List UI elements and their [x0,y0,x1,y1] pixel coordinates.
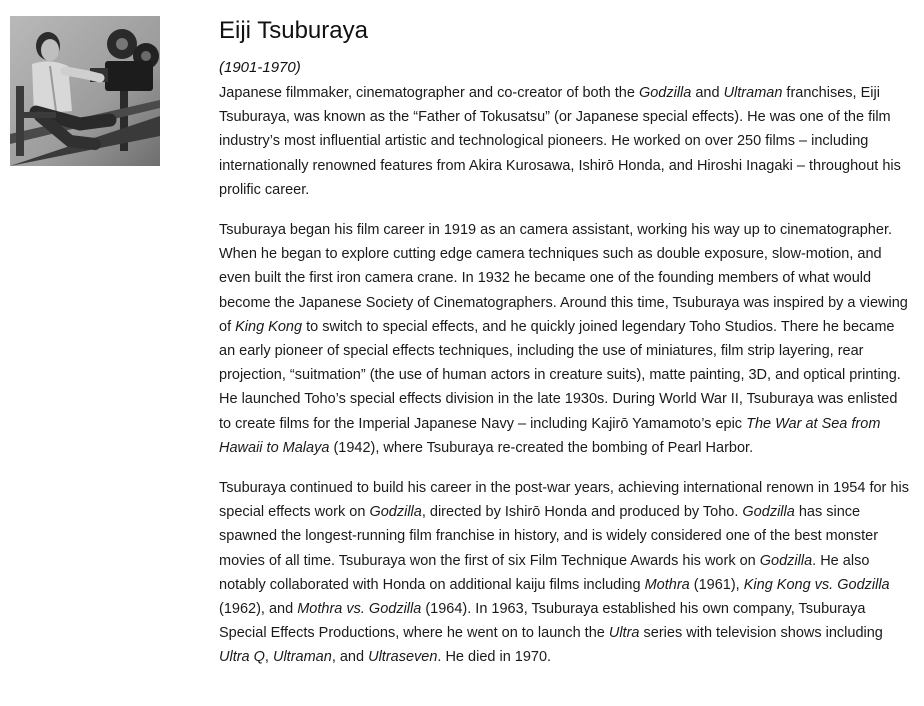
italic-title: The War at Sea from Hawaii to Malaya [219,415,881,456]
italic-title: Mothra vs. Godzilla [297,601,422,618]
text-run: (1962), and [219,601,298,618]
italic-title: King Kong vs. Godzilla [743,576,890,593]
italic-title: King Kong [235,318,303,335]
italic-title: Ultra Q [219,649,265,666]
italic-title: Ultraseven [368,649,438,666]
text-run: series with television shows including [639,625,883,642]
text-run: Tsuburaya continued to build his career in the post-war years, achieving international renown in 1954 for his special effects work on [219,480,909,521]
text-run: (1942), where Tsuburaya re-created the bombing of Pearl Harbor. [329,439,754,456]
text-run: , directed by Ishirō Honda and produced by Toho. [421,504,743,521]
italic-title: Godzilla [759,552,813,569]
italic-title: Godzilla [638,85,692,101]
italic-title: Mothra [644,576,690,593]
text-run: Japanese filmmaker, cinematographer and co-creator of both the [219,85,639,101]
text-run: (1964). In 1963, Tsuburaya established his own company, Tsuburaya Special Effects Productions, where he went on to launch the [219,601,866,642]
bio-paragraph-3 [219,476,913,670]
text-run: has since spawned the longest-running film franchise in history, and is widely considered one of the best monster movies of all time. Tsuburaya won the first of six Film Technique Awards his work on [219,504,879,569]
bio-paragraph-2 [219,218,913,460]
portrait-photo-icon [10,16,160,166]
bio-paragraph-1 [219,81,913,202]
italic-title: Ultra [608,625,640,642]
person-name: Eiji Tsuburaya [219,17,368,44]
italic-title: Ultraman [272,649,332,666]
portrait-photo [10,16,160,166]
text-run: . He also notably collaborated with Honda on additional kaiju films including [219,552,870,593]
text-run: Tsuburaya began his film career in 1919 as an camera assistant, working his way up to cinematographer. When he began to explore cutting edge camera techniques such as double exposure, slow-motion, and even built the first iron camera crane. In 1932 he became one of the founding members of what would become the Japanese Society of Cinematographers. Around this time, Tsuburaya was inspired by a viewing of [219,222,908,335]
italic-title: Godzilla [369,504,422,521]
life-years: (1901-1970) [219,59,301,76]
text-run: (1961), [689,576,744,593]
italic-title: Ultraman [723,85,783,101]
text-run: , and [331,649,369,666]
biography [219,14,913,670]
text-run: and [691,85,724,101]
text-run: . He died in 1970. [437,649,552,666]
text-run: to switch to special effects, and he quickly joined legendary Toho Studios. There he became an early pioneer of special effects techniques, including the use of miniatures, film strip layering, rear projection, “suitmation” (the use of human actors in creature suits), matte painting, 3D, and optical printing. He launched Toho’s special effects division in the late 1930s. During World War II, Tsuburaya was enlisted to create films for the Imperial Japanese Navy – including Kajirō Yamamoto’s epic [219,318,901,432]
italic-title: Godzilla [742,504,795,521]
text-run: , [264,649,273,666]
text-run: franchises, Eiji Tsuburaya, was known as the “Father of Tokusatsu” (or Japanese special effects). He was one of the film industry’s most influential artistic and technological pioneers. He worked on over 250 films – including internationally renowned features from Akira Kurosawa, Ishirō Honda, and Hiroshi Inagaki – throughout his prolific career. [219,85,901,198]
